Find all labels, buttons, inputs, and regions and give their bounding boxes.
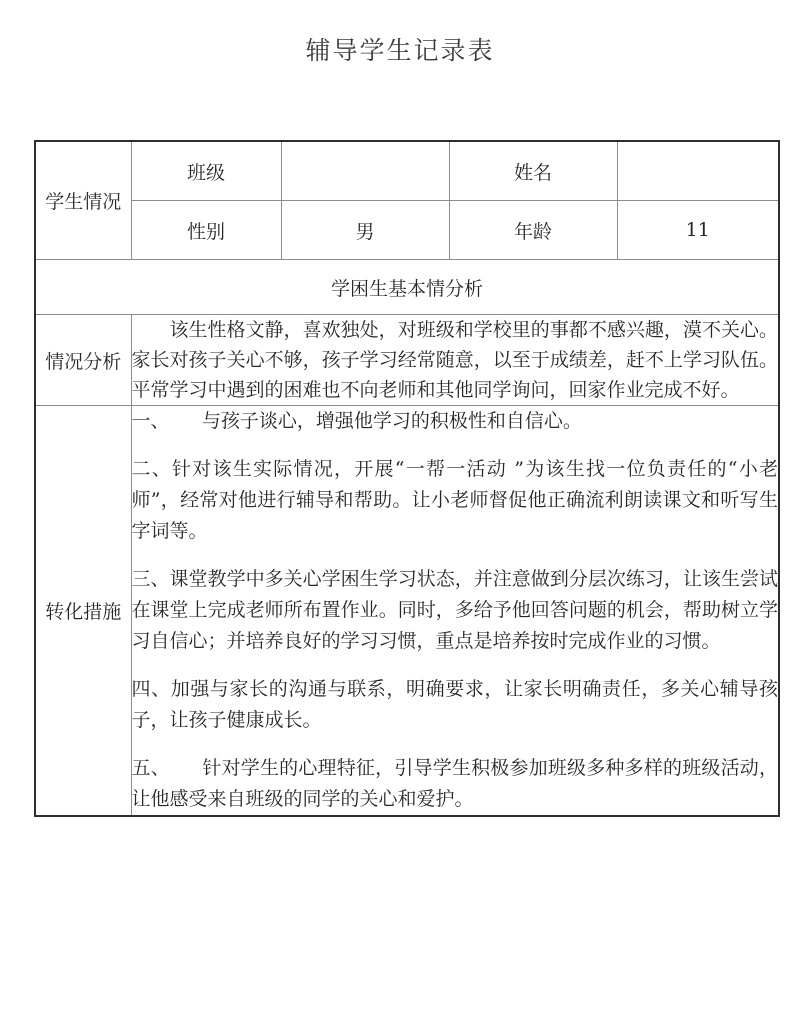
measures-content — [131, 406, 779, 817]
measure-item — [132, 753, 779, 815]
page-title: 辅导学生记录表 — [305, 36, 495, 65]
field-label-age: 年龄 — [449, 201, 617, 260]
measure-item-text: 与孩子谈心，增强他学习的积极性和自信心。 — [201, 410, 582, 432]
measure-item-text: 针对学生的心理特征，引导学生积极参加班级多种多样的班级活动，让他感受来自班级的同学的关心和爱护。 — [131, 757, 778, 810]
analysis-content — [131, 315, 779, 406]
row-label-measures: 转化措施 — [35, 406, 131, 817]
table-row-analysis — [35, 315, 779, 406]
field-label-gender: 性别 — [131, 201, 281, 260]
measure-item-number: 三、 — [131, 568, 170, 590]
measure-item — [132, 564, 779, 657]
field-value-gender[interactable]: 男 — [281, 201, 449, 260]
measure-item-text: 课堂教学中多关心学困生学习状态，并注意做到分层次练习，让该生尝试在课堂上完成老师所布置作业。同时，多给予他回答问题的机会，帮助树立学习自信心；并培养良好的学习习惯，重点是培养按时完成作业的习惯。 — [131, 568, 778, 652]
row-label-analysis: 情况分析 — [35, 315, 131, 406]
measure-item-number: 四、 — [131, 678, 171, 700]
field-label-name: 姓名 — [449, 141, 617, 201]
student-tutoring-record-table — [34, 140, 780, 817]
measure-item-text: 针对该生实际情况，开展“一帮一活动 ”为该生找一位负责任的“小老师”，经常对他进行辅导和帮助。让小老师督促他正确流利朗读课文和听写生字词等。 — [131, 458, 778, 542]
measure-item — [132, 454, 779, 547]
section-heading: 学困生基本情分析 — [35, 260, 779, 315]
table-row-student-info-1 — [35, 141, 779, 201]
field-label-class: 班级 — [131, 141, 281, 201]
field-value-age[interactable]: 11 — [617, 201, 779, 260]
measure-item-text: 加强与家长的沟通与联系，明确要求，让家长明确责任，多关心辅导孩子，让孩子健康成长。 — [131, 678, 778, 731]
table-row-student-info-2 — [35, 201, 779, 260]
field-value-class[interactable] — [281, 141, 449, 201]
measure-item-number: 一、 — [131, 410, 170, 432]
table-row-section-heading — [35, 260, 779, 315]
measure-item-number: 二、 — [131, 458, 173, 480]
table-row-measures — [35, 406, 779, 817]
row-label-student-info: 学生情况 — [35, 141, 131, 260]
analysis-paragraph: 该生性格文静，喜欢独处，对班级和学校里的事都不感兴趣，漠不关心。家长对孩子关心不够，孩子学习经常随意，以至于成绩差，赶不上学习队伍。平常学习中遇到的困难也不向老师和其他同学询问，回家作业完成不好。 — [131, 319, 778, 401]
measure-item — [132, 674, 779, 736]
measure-item-number: 五、 — [131, 757, 170, 779]
measure-item — [132, 406, 779, 437]
field-value-name[interactable] — [617, 141, 779, 201]
